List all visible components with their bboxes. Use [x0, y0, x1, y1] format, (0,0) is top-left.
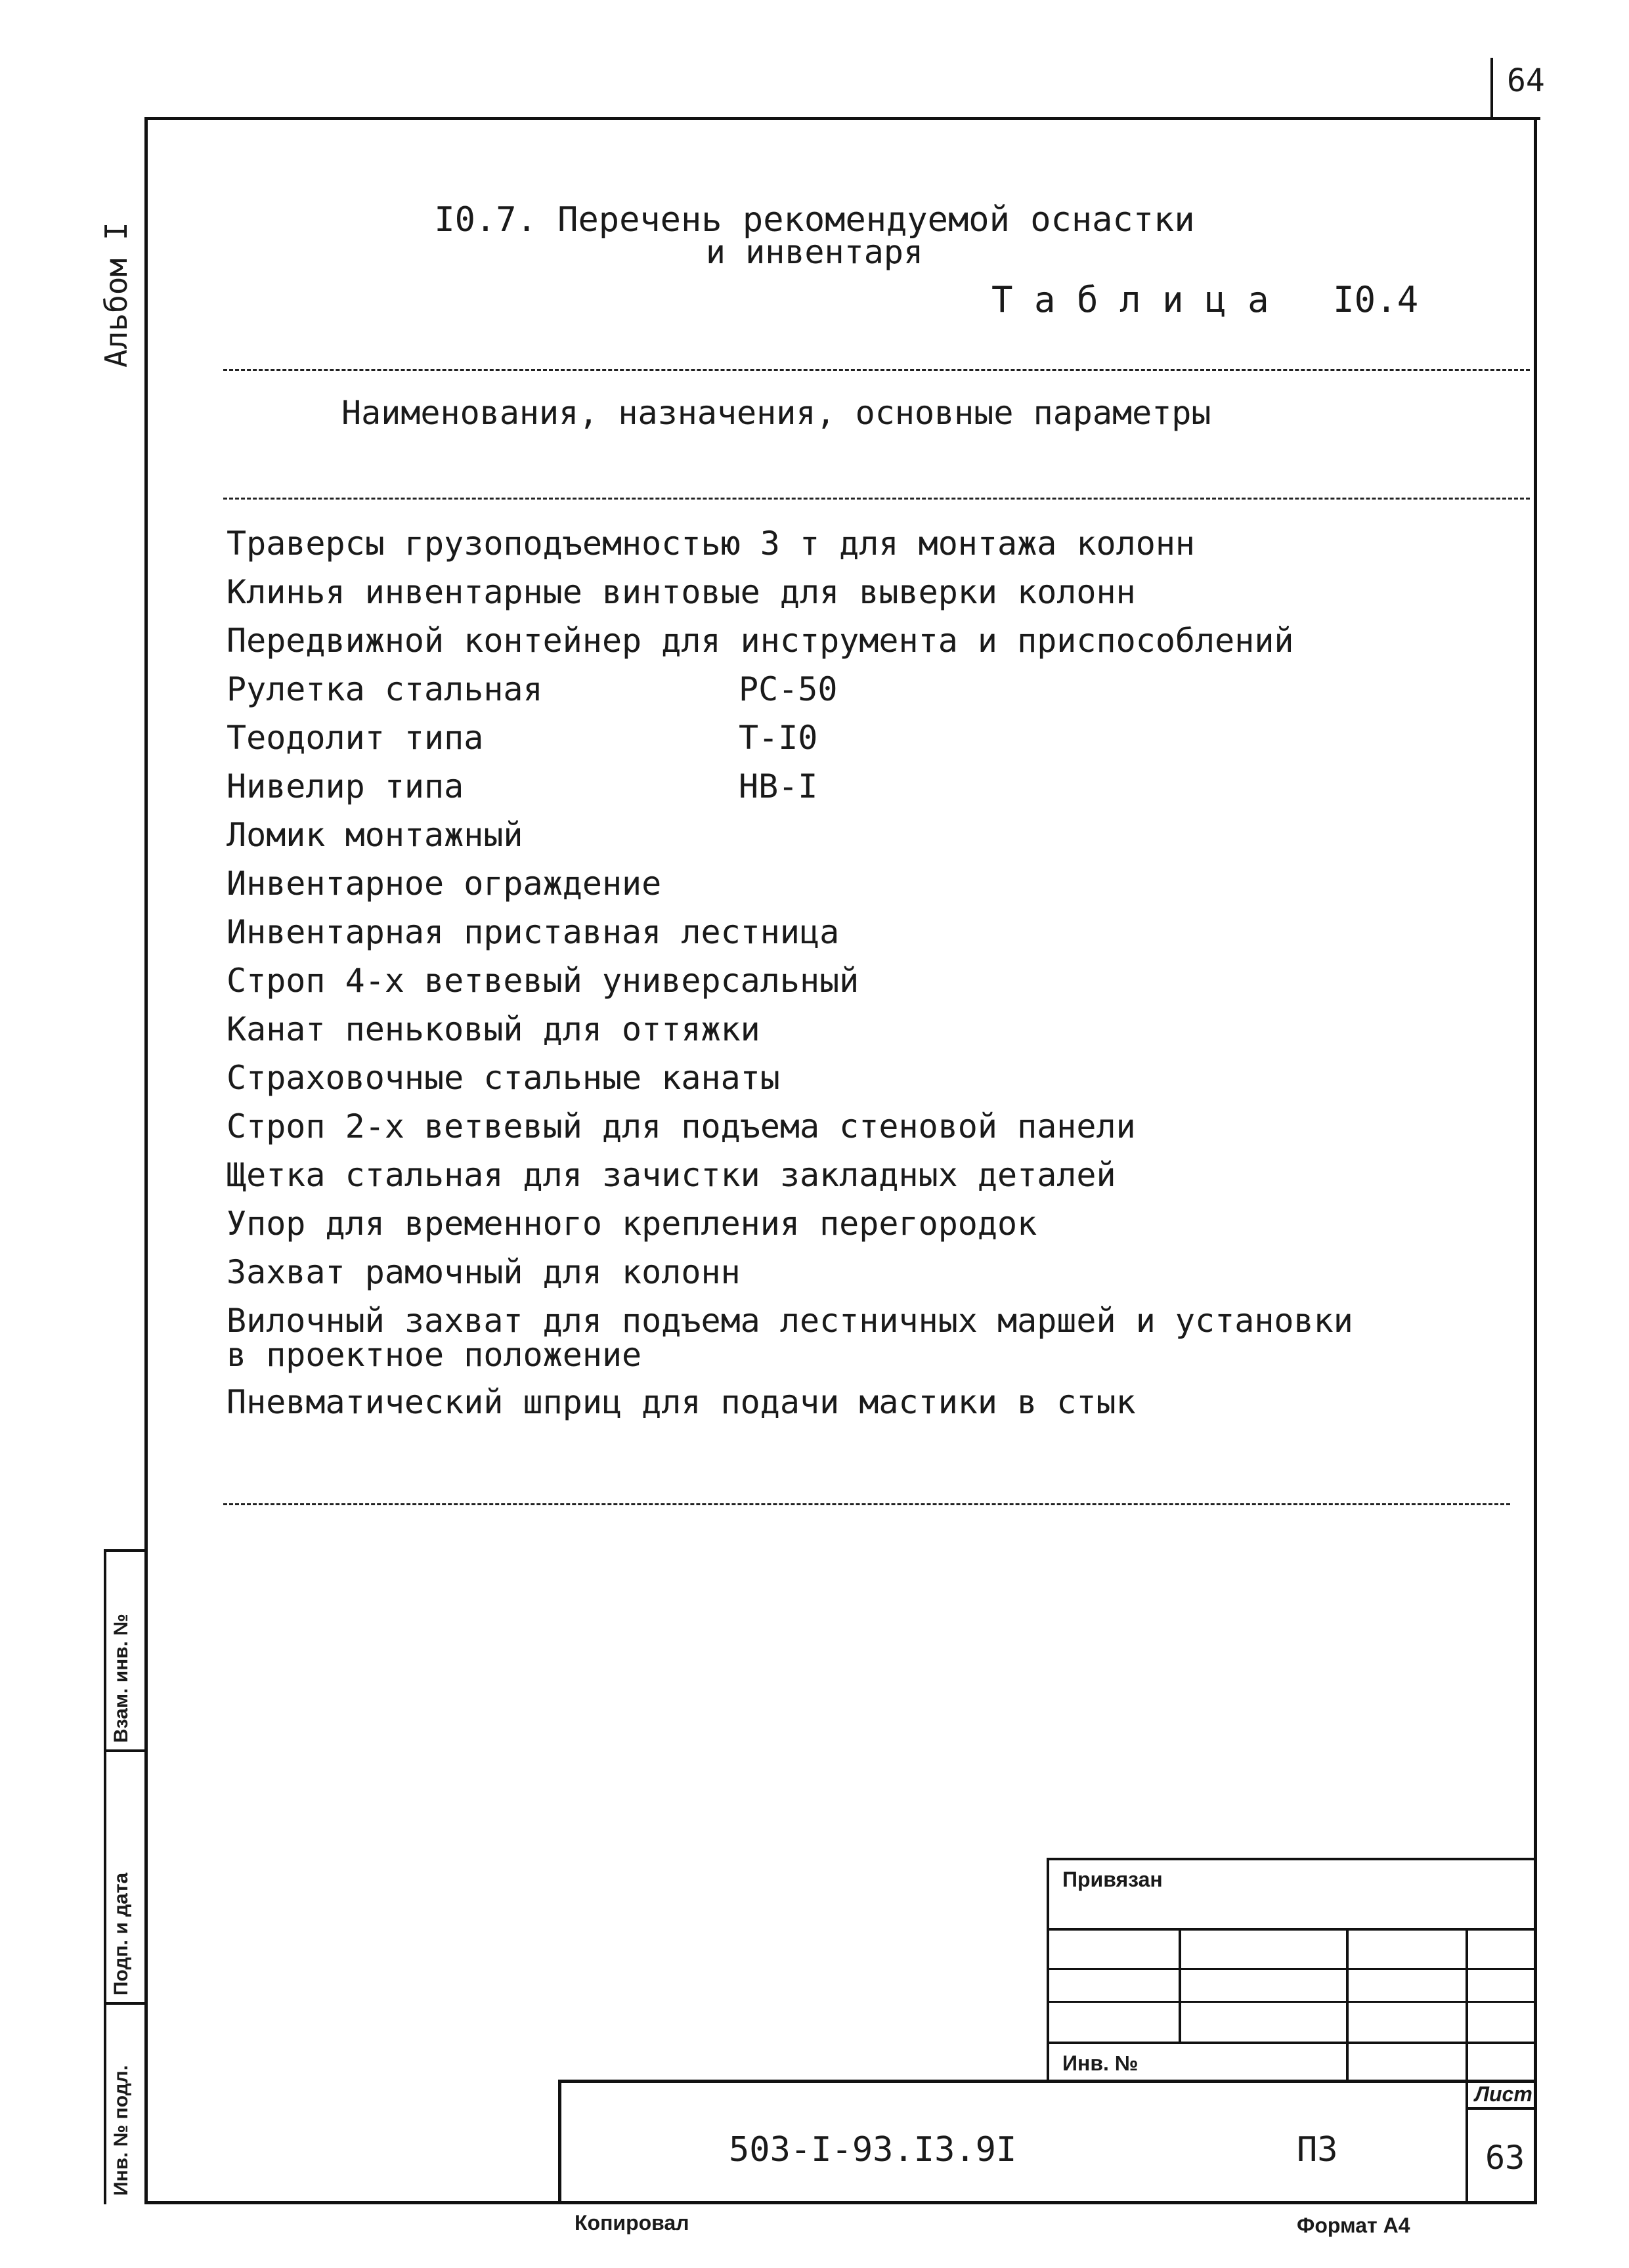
- tb-upper-top: [1047, 1858, 1536, 1860]
- row-name: Пневматический шприц для подачи мастики в стык: [227, 1383, 1136, 1421]
- table-header-rule: [223, 498, 1530, 500]
- row-name: Упор для временного крепления перегородок: [227, 1205, 1037, 1243]
- tb-hline-4: [1047, 2042, 1536, 2044]
- tb-hline-3: [1047, 2001, 1536, 2003]
- row-name: Клинья инвентарные винтовые для выверки колонн: [227, 573, 1136, 611]
- table-row: [227, 1157, 1116, 1193]
- album-label: Альбом I: [98, 222, 134, 368]
- row-value: Т-I0: [739, 719, 818, 757]
- stamp-sep-1: [104, 1549, 147, 1552]
- row-name: Инвентарная приставная лестница: [227, 913, 840, 951]
- table-row: [227, 1059, 780, 1096]
- row-value: НВ-I: [739, 767, 818, 805]
- table-row: [227, 1384, 1136, 1421]
- tb-list-number: 63: [1485, 2139, 1525, 2177]
- row-name: Щетка стальная для зачистки закладных деталей: [227, 1156, 1116, 1194]
- tb-hline-1: [1047, 1928, 1536, 1931]
- table-column-header: Наименования, назначения, основные параметры: [341, 394, 1211, 432]
- row-name: Ломик монтажный: [227, 816, 523, 854]
- stamp-strip-left: [104, 1549, 106, 2204]
- tb-privyazan: Привязан: [1062, 1868, 1163, 1891]
- footer-format: Формат А4: [1297, 2214, 1410, 2237]
- tb-vline-2: [1346, 1928, 1349, 2081]
- table-row: [227, 914, 839, 951]
- row-name: в проектное положение: [227, 1336, 642, 1374]
- section-title-line2: и инвентаря: [705, 233, 924, 271]
- stamp-sep-3: [104, 2002, 147, 2005]
- row-name: Канат пеньковый для оттяжки: [227, 1010, 760, 1048]
- stamp-sep-2: [104, 1749, 147, 1752]
- tb-designation: 503-I-93.I3.9I: [729, 2130, 1017, 2170]
- table-row: [227, 817, 523, 853]
- table-row: [227, 962, 859, 999]
- table-row: [227, 1011, 760, 1048]
- table-label: Т а б л и ц а I0.4: [991, 279, 1419, 320]
- row-name: Страховочные стальные канаты: [227, 1059, 780, 1097]
- tb-main-left: [558, 2080, 561, 2204]
- row-name: Теодолит типа: [227, 719, 484, 757]
- frame-bottom: [144, 2201, 1537, 2204]
- row-name: Траверсы грузоподъемностью 3 т для монтажа колонн: [227, 524, 1196, 563]
- table-top-rule: [223, 369, 1530, 371]
- row-name: Вилочный захват для подъема лестничных маршей и установки: [227, 1302, 1353, 1340]
- table-row: [227, 1337, 641, 1373]
- footer-kopiroval: Копировал: [575, 2211, 689, 2235]
- tb-vline-3: [1466, 1928, 1468, 2201]
- row-name: Строп 4-х ветвевый универсальный: [227, 962, 859, 1000]
- table-row: [227, 622, 1294, 659]
- table-bottom-rule: [223, 1503, 1510, 1505]
- row-name: Нивелир типа: [227, 767, 464, 805]
- frame-right: [1534, 117, 1537, 2204]
- section-title: I0.7. Перечень рекомендуемой оснастки: [434, 200, 1195, 240]
- stamp-vzam: Взам. инв. №: [110, 1614, 132, 1743]
- tb-vline-1: [1179, 1928, 1181, 2042]
- table-row: [227, 719, 818, 757]
- tb-list-label: Лист: [1475, 2082, 1532, 2106]
- table-row: [227, 574, 1136, 610]
- page-number-divider: [1490, 58, 1493, 117]
- frame-left: [144, 117, 148, 2204]
- table-row: [227, 670, 838, 708]
- table-row: [227, 1205, 1037, 1242]
- tb-inv-no: Инв. №: [1062, 2051, 1139, 2075]
- frame-top: [144, 117, 1540, 120]
- row-name: Передвижной контейнер для инструмента и приспособлений: [227, 622, 1294, 660]
- row-name: Инвентарное ограждение: [227, 865, 662, 903]
- table-row: [227, 525, 1195, 562]
- row-value: РС-50: [739, 670, 838, 708]
- table-row: [227, 767, 818, 805]
- tb-hline-2: [1047, 1968, 1536, 1970]
- tb-list-sep: [1466, 2107, 1536, 2110]
- row-name: Строп 2-х ветвевый для подъема стеновой панели: [227, 1107, 1136, 1145]
- tb-doc-code: ПЗ: [1297, 2130, 1338, 2170]
- row-name: Рулетка стальная: [227, 670, 543, 708]
- stamp-podp: Подп. и дата: [110, 1872, 132, 1996]
- table-row: [227, 865, 661, 902]
- row-name: Захват рамочный для колонн: [227, 1253, 741, 1291]
- table-row: [227, 1108, 1136, 1145]
- page-number: 64: [1507, 62, 1545, 99]
- table-row: [227, 1254, 741, 1291]
- stamp-inv: Инв. № подл.: [110, 2065, 132, 2196]
- table-row: [227, 1302, 1353, 1339]
- tb-main-top: [558, 2080, 1536, 2083]
